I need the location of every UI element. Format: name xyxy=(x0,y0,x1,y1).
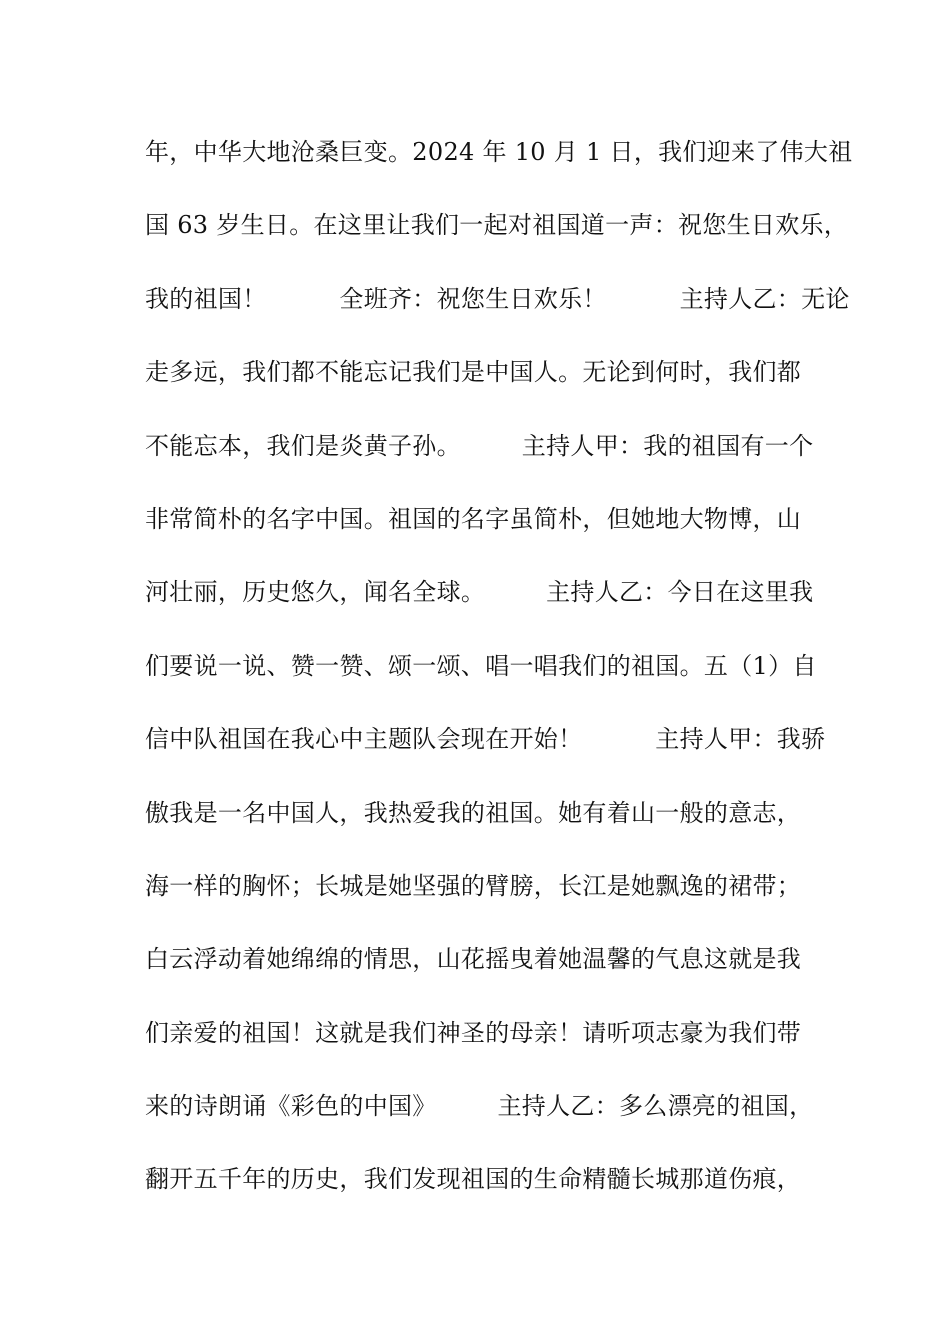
text-line-13: 们亲爱的祖国！这就是我们神圣的母亲！请听项志豪为我们带 xyxy=(145,1018,802,1047)
text-line-4: 走多远，我们都不能忘记我们是中国人。无论到何时，我们都 xyxy=(145,358,802,387)
text-line-9: 信中队祖国在我心中主题队会现在开始！ 主持人甲：我骄 xyxy=(145,725,826,754)
text-line-12: 白云浮动着她绵绵的情思，山花摇曳着她温馨的气息这就是我 xyxy=(145,945,802,974)
text-line-5: 不能忘本，我们是炎黄子孙。 主持人甲：我的祖国有一个 xyxy=(145,431,814,460)
body-text xyxy=(145,132,853,1233)
text-line-2: 国 63 岁生日。在这里让我们一起对祖国道一声：祝您生日欢乐， xyxy=(145,211,849,240)
text-line-11: 海一样的胸怀；长城是她坚强的臂膀，长江是她飘逸的裙带； xyxy=(145,871,802,900)
text-line-7: 河壮丽，历史悠久，闻名全球。 主持人乙：今日在这里我 xyxy=(145,578,814,607)
text-line-1: 年，中华大地沧桑巨变。2024 年 10 月 1 日，我们迎来了伟大祖 xyxy=(145,138,853,166)
text-line-8: 们要说一说、赞一赞、颂一颂、唱一唱我们的祖国。五（1）自 xyxy=(145,651,817,680)
text-line-14: 来的诗朗诵《彩色的中国》 主持人乙：多么漂亮的祖国， xyxy=(145,1092,814,1121)
text-line-3: 我的祖国！ 全班齐：祝您生日欢乐！ 主持人乙：无论 xyxy=(145,284,850,313)
text-line-10: 傲我是一名中国人，我热爱我的祖国。她有着山一般的意志， xyxy=(145,798,802,827)
text-line-15: 翻开五千年的历史，我们发现祖国的生命精髓长城那道伤痕， xyxy=(145,1165,802,1194)
text-line-6: 非常简朴的名字中国。祖国的名字虽简朴，但她地大物博，山 xyxy=(145,504,802,533)
